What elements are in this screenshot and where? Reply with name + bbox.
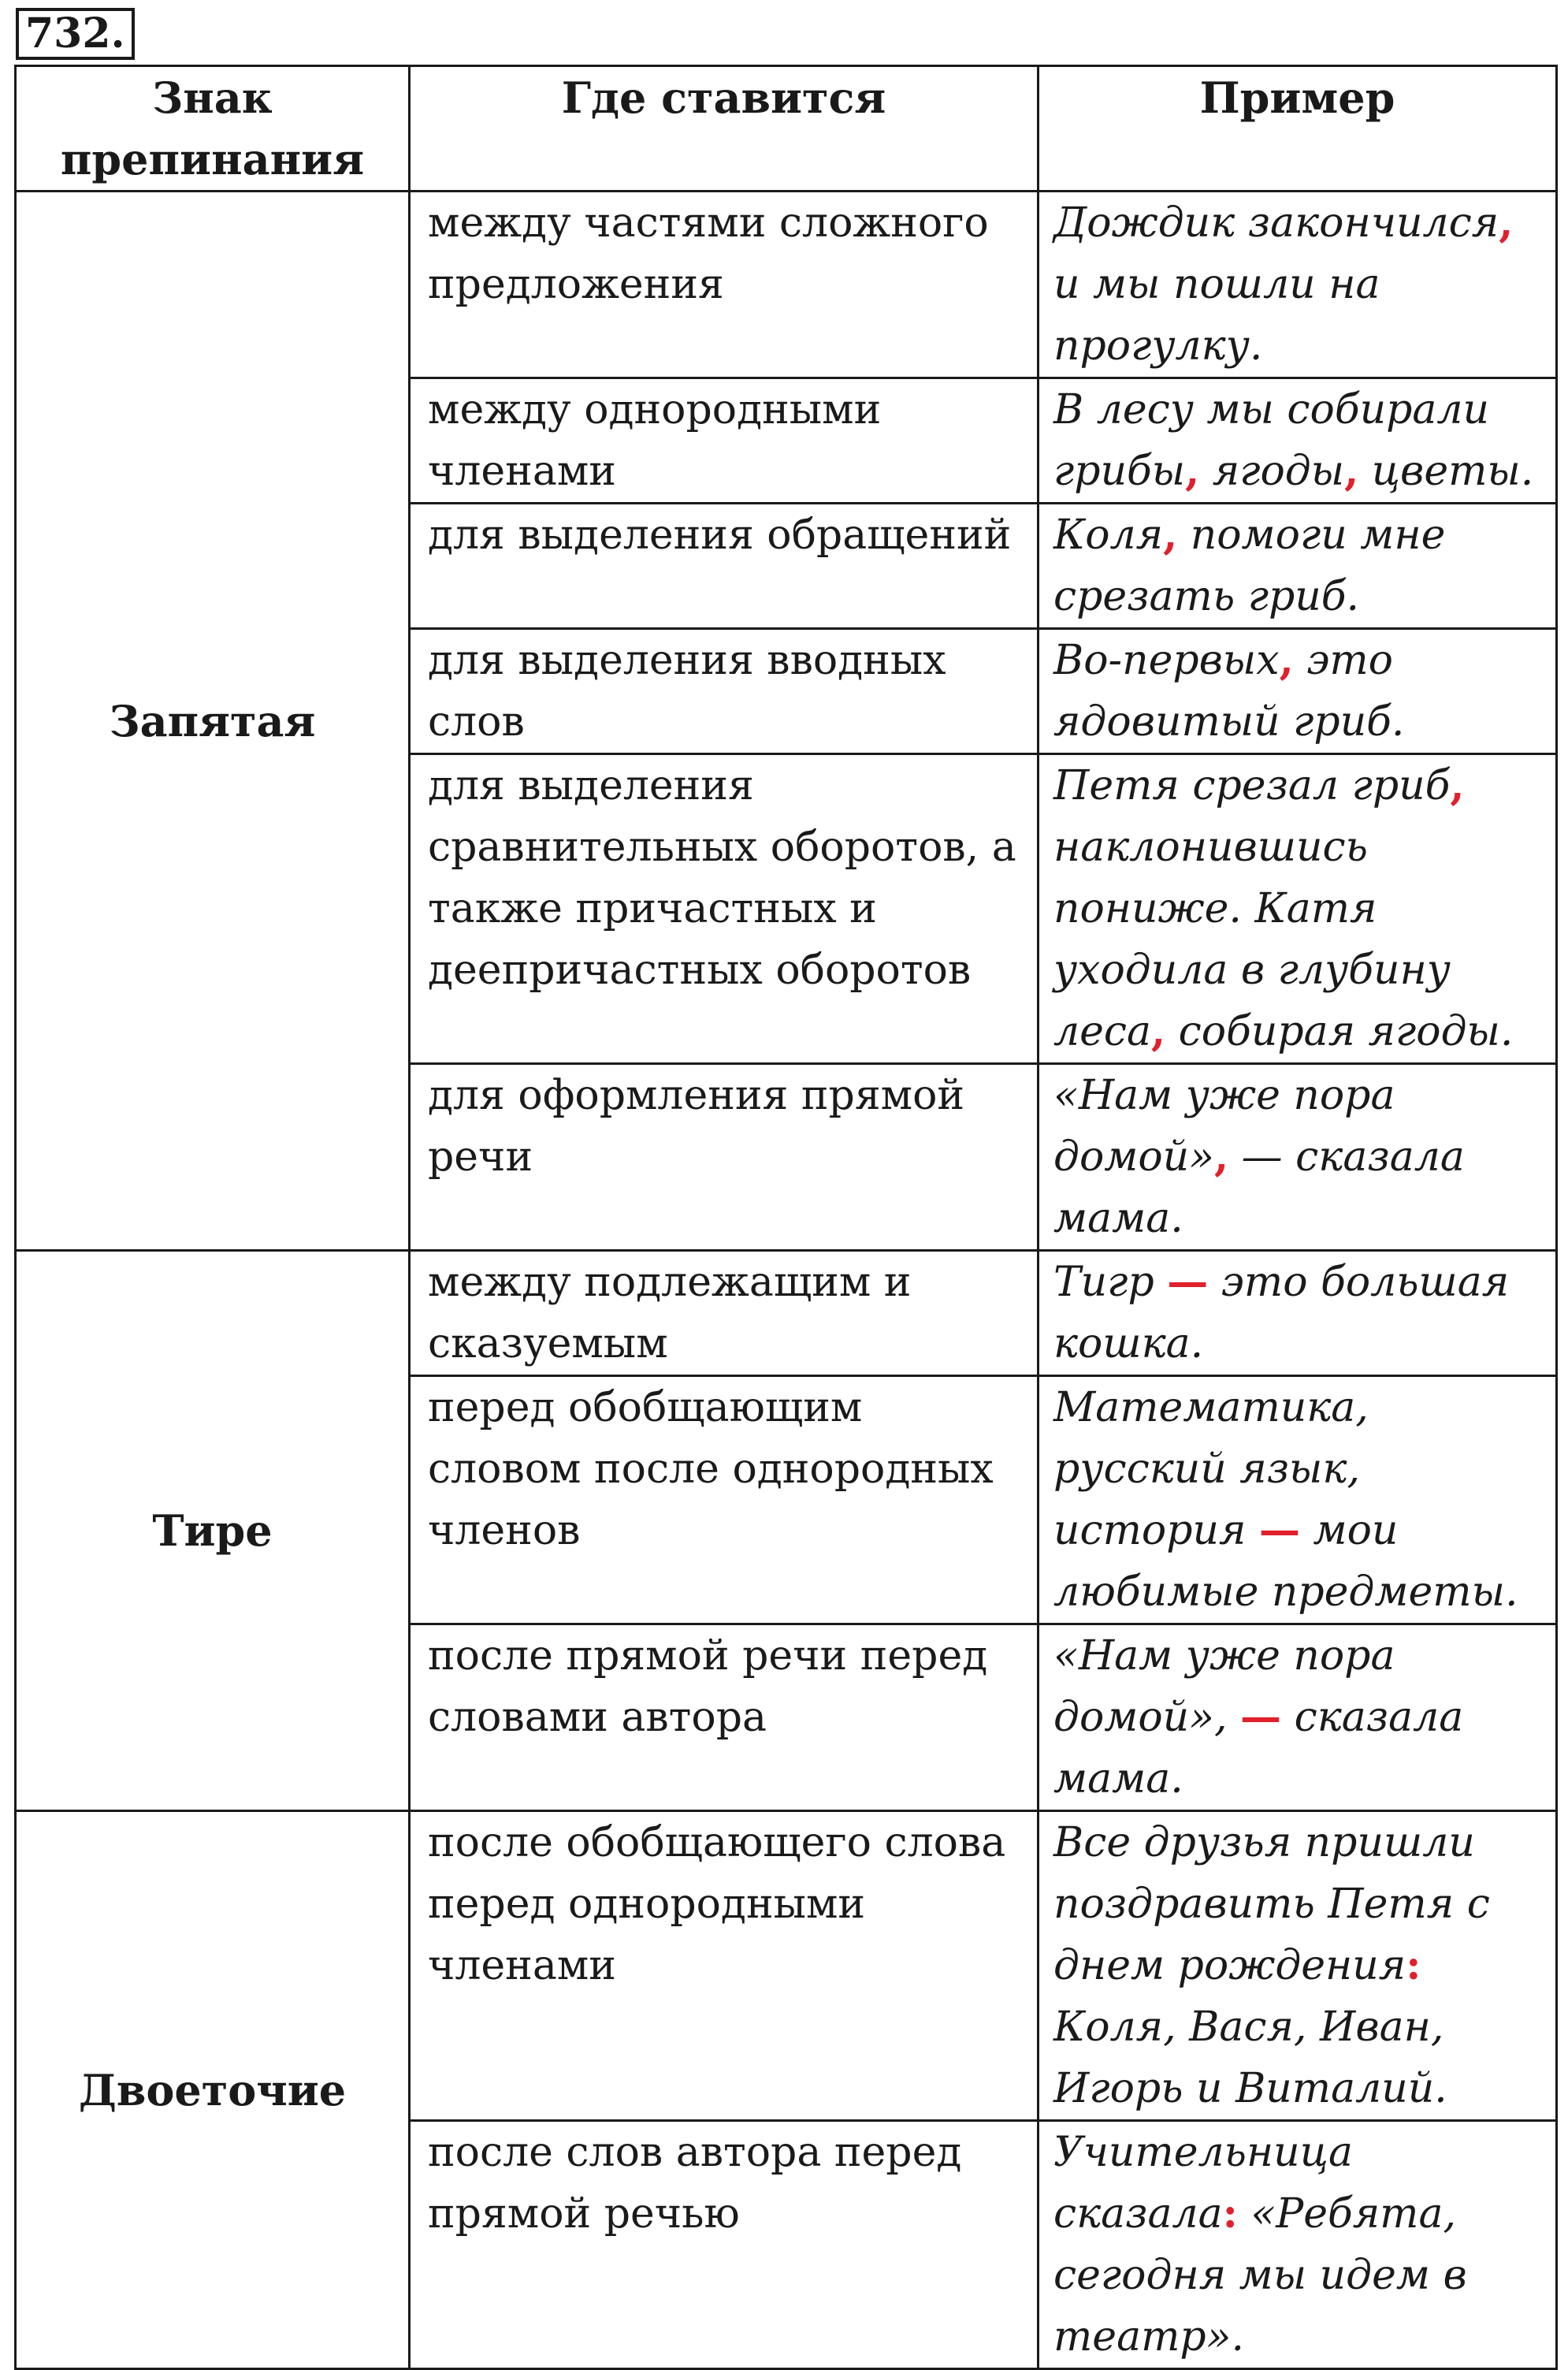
where-cell: между однородными членами bbox=[410, 378, 1039, 504]
where-cell: между подлежащим и сказуемым bbox=[410, 1251, 1039, 1376]
example-cell bbox=[1039, 1811, 1557, 2121]
example-text: наклонившись пониже. Катя уходила в глубину леса bbox=[1053, 824, 1451, 1055]
where-cell: для выделения вводных слов bbox=[410, 629, 1039, 754]
header-row bbox=[16, 66, 1557, 192]
example-text: Математика, русский язык, история bbox=[1053, 1384, 1369, 1554]
punctuation-mark: — bbox=[1240, 1693, 1282, 1741]
example-cell bbox=[1039, 1251, 1557, 1376]
where-cell: после обобщающего слова перед однородными членами bbox=[410, 1811, 1039, 2121]
where-cell: для выделения обращений bbox=[410, 504, 1039, 629]
sign-comma: Запятая bbox=[16, 192, 410, 1251]
task-number: 732. bbox=[16, 8, 135, 60]
example-cell bbox=[1039, 378, 1557, 504]
table-row bbox=[16, 1251, 1557, 1376]
where-cell: между частями сложного предложения bbox=[410, 192, 1039, 378]
where-cell: для оформления прямой речи bbox=[410, 1064, 1039, 1251]
example-text: Учительница сказала bbox=[1053, 2129, 1353, 2238]
example-cell bbox=[1039, 504, 1557, 629]
example-cell bbox=[1039, 1064, 1557, 1251]
example-text: Все друзья пришли поздравить Петя с днем рождения bbox=[1053, 1819, 1490, 1989]
example-cell bbox=[1039, 629, 1557, 754]
where-cell: для выделения сравнительных оборотов, а также причастных и деепричастных оборотов bbox=[410, 754, 1039, 1064]
example-text: ягоды bbox=[1199, 448, 1345, 495]
where-cell: перед обобщающим словом после однородных членов bbox=[410, 1376, 1039, 1624]
punctuation-mark: , bbox=[1214, 1133, 1229, 1181]
example-text: это ядовитый гриб. bbox=[1053, 637, 1405, 746]
punctuation-mark: , bbox=[1499, 199, 1514, 247]
example-cell bbox=[1039, 1624, 1557, 1811]
example-text: помоги мне срезать гриб. bbox=[1053, 512, 1446, 620]
table-row bbox=[16, 1811, 1557, 2121]
punctuation-mark: — bbox=[1258, 1506, 1300, 1554]
example-text: — сказала мама. bbox=[1053, 1133, 1465, 1242]
example-text: мои любимые предметы. bbox=[1053, 1507, 1518, 1616]
example-cell bbox=[1039, 192, 1557, 378]
punctuation-mark: , bbox=[1450, 761, 1465, 809]
punctuation-mark: : bbox=[1406, 1941, 1421, 1989]
example-text: сказала мама. bbox=[1053, 1694, 1464, 1803]
punctuation-mark: : bbox=[1222, 2190, 1238, 2238]
header-sign: Знак препинания bbox=[16, 66, 410, 192]
example-text: Во-первых bbox=[1053, 637, 1280, 684]
example-text: это большая кошка. bbox=[1053, 1259, 1510, 1367]
example-text: и мы пошли на прогулку. bbox=[1053, 261, 1380, 370]
example-cell bbox=[1039, 1376, 1557, 1624]
example-text: собирая ягоды. bbox=[1165, 1008, 1514, 1055]
where-cell: после слов автора перед прямой речью bbox=[410, 2121, 1039, 2369]
punctuation-mark: , bbox=[1279, 636, 1294, 684]
sign-colon: Двоеточие bbox=[16, 1811, 410, 2369]
header-example: Пример bbox=[1039, 66, 1557, 192]
sign-dash: Тире bbox=[16, 1251, 410, 1811]
punctuation-mark: , bbox=[1185, 447, 1200, 495]
punctuation-mark: , bbox=[1344, 447, 1359, 495]
punctuation-mark: , bbox=[1163, 511, 1178, 559]
punctuation-mark: , bbox=[1151, 1007, 1166, 1055]
table-row bbox=[16, 192, 1557, 378]
example-text: Петя срезал гриб bbox=[1053, 762, 1451, 809]
example-text: Коля, Вася, Иван, Игорь и Виталий. bbox=[1053, 2004, 1447, 2112]
example-text: Коля bbox=[1053, 512, 1164, 559]
example-cell bbox=[1039, 754, 1557, 1064]
example-text: «Нам уже пора домой» bbox=[1053, 1072, 1395, 1181]
example-cell bbox=[1039, 2121, 1557, 2369]
where-cell: после прямой речи перед словами автора bbox=[410, 1624, 1039, 1811]
header-where: Где ставится bbox=[410, 66, 1039, 192]
punctuation-table bbox=[14, 65, 1558, 2370]
example-text: цветы. bbox=[1358, 448, 1534, 495]
example-text: В лесу мы собирали грибы bbox=[1053, 386, 1489, 495]
example-text: Тигр bbox=[1053, 1259, 1168, 1306]
example-text: «Нам уже пора домой», bbox=[1053, 1632, 1395, 1741]
example-text: «Ребята, сегодня мы идем в театр». bbox=[1053, 2190, 1467, 2361]
example-text: Дождик закончился bbox=[1053, 199, 1499, 247]
punctuation-mark: — bbox=[1167, 1258, 1209, 1306]
